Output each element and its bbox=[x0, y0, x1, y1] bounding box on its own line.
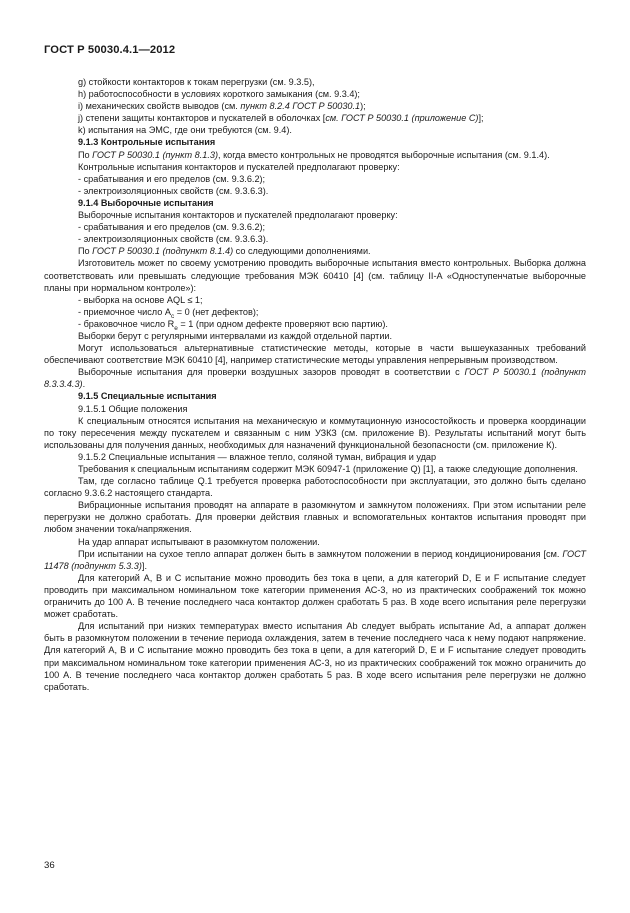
paragraph bbox=[44, 536, 586, 548]
text-run: - срабатывания и его пределов (см. 9.3.6.2); bbox=[78, 222, 266, 233]
text-run: Изготовитель может по своему усмотрению проводить выборочные испытания вместо контрольных. Выборка должна соответствовать или превышать следующие требования МЭК 60410 [4] (см. таблицу II-A «Одноступенчатые выборочные планы при нормальном контроле»): bbox=[44, 258, 586, 293]
page-header: ГОСТ Р 50030.4.1—2012 bbox=[44, 44, 176, 56]
text-run: e bbox=[174, 324, 178, 332]
document-body bbox=[44, 76, 586, 693]
text-run: По bbox=[78, 149, 93, 160]
text-run: Требования к специальным испытаниям содержит МЭК 60947-1 (приложение Q) [1], а также следующие дополнения. bbox=[78, 464, 578, 474]
paragraph bbox=[44, 161, 586, 173]
paragraph bbox=[44, 403, 586, 415]
text-run: = 0 (нет дефектов); bbox=[174, 306, 259, 317]
text-run: . bbox=[82, 379, 86, 390]
paragraph bbox=[44, 463, 586, 475]
paragraph bbox=[44, 451, 586, 463]
page-number: 36 bbox=[44, 860, 55, 871]
text-run: со следующими дополнениями. bbox=[233, 246, 371, 257]
text-run: ]; bbox=[478, 113, 484, 124]
text-run: i) механических свойств выводов (см. bbox=[78, 101, 241, 112]
text-run: Вибрационные испытания проводят на аппарате в разомкнутом и замкнутом положениях. При этом испытании реле перегрузки не должно сработать. Для проверки действия главных и вспомогательных контактов испытания проводят при любом значении тока/напряжения. bbox=[44, 500, 586, 535]
text-run: , когда вместо контрольных не проводятся выборочные испытания (см. 9.1.4). bbox=[218, 149, 550, 160]
text-run: На удар аппарат испытывают в разомкнутом положении. bbox=[78, 536, 320, 547]
text-run: j) степени защиты контакторов и пускателей в оболочках [ bbox=[78, 113, 326, 124]
text-run: - браковочное число R bbox=[78, 318, 175, 329]
reference-text: ГОСТ Р 50030.1 (пункт 8.1.3) bbox=[92, 149, 218, 160]
text-run: - электроизоляционных свойств (см. 9.3.6.3). bbox=[78, 234, 269, 245]
paragraph bbox=[44, 415, 586, 451]
text-run: 9.1.3 Контрольные испытания bbox=[78, 137, 216, 148]
section-heading bbox=[44, 197, 586, 209]
text-run: По bbox=[78, 246, 93, 257]
section-heading bbox=[44, 136, 586, 148]
text-run: k) испытания на ЭМС, где они требуются (см. 9.4). bbox=[78, 125, 292, 136]
paragraph bbox=[44, 548, 586, 572]
text-run: g) стойкости контакторов к токам перегрузки (см. 9.3.5), bbox=[78, 77, 315, 87]
paragraph bbox=[44, 318, 586, 330]
paragraph bbox=[44, 149, 586, 161]
paragraph bbox=[44, 306, 586, 318]
paragraph bbox=[44, 620, 586, 693]
reference-text: пункт 8.2.4 ГОСТ Р 50030.1 bbox=[240, 101, 361, 112]
text-run: 9.1.5.2 Специальные испытания — влажное тепло, соляной туман, вибрация и удар bbox=[78, 451, 437, 462]
text-run: Для категорий A, B и C испытание можно проводить без тока в цепи, а для категорий D, E и F испытание следует проводить при максимальном номинальном токе категории применения АС-3, но из практических соображений ток можно ограничить до 100 А. В течение последнего часа контактор должен сработать 5 раз. В ходе всего испытания реле перегрузки может сработать. bbox=[44, 572, 586, 620]
paragraph bbox=[44, 366, 586, 390]
reference-text: см. ГОСТ Р 50030.1 (приложение С) bbox=[325, 113, 479, 124]
paragraph bbox=[44, 76, 586, 88]
paragraph bbox=[44, 124, 586, 136]
paragraph bbox=[44, 342, 586, 366]
text-run: h) работоспособности в условиях короткого замыкания (см. 9.3.4); bbox=[78, 89, 360, 100]
text-run: Выборки берут с регулярными интервалами из каждой отдельной партии. bbox=[78, 330, 393, 341]
text-run: Выборочные испытания для проверки воздушных зазоров проводят в соответствии с bbox=[78, 367, 465, 378]
paragraph bbox=[44, 499, 586, 535]
section-heading bbox=[44, 390, 586, 402]
paragraph bbox=[44, 221, 586, 233]
paragraph bbox=[44, 233, 586, 245]
reference-text: ГОСТ Р 50030.1 (подпункт 8.3.3.4.3) bbox=[44, 367, 587, 390]
text-run: Для испытаний при низких температурах вместо испытания Ab следует выбрать испытание Ad, а аппарат должен быть в разомкнутом положении в течение периода охлаждения, затем в течение последнего часа к нему подают напряжение. Для категорий A, B и C испытание можно проводить без тока в цепи, а для категорий D, E и F испытание следует проводить при максимальном номинальном токе категории применения АС-3, но из практических соображений ток можно ограничить до 100 А. В течение последнего часа контактор должен сработать 5 раз. В ходе всего испытания реле перегрузки не должно сработать. bbox=[44, 621, 586, 692]
text-run: - электроизоляционных свойств (см. 9.3.6.3). bbox=[78, 185, 269, 196]
paragraph bbox=[44, 572, 586, 620]
reference-text: ГОСТ Р 50030.1 (подпункт 8.1.4) bbox=[92, 246, 234, 257]
text-run: - приемочное число A bbox=[78, 306, 171, 317]
text-run: Выборочные испытания контакторов и пускателей предполагают проверку: bbox=[78, 210, 398, 221]
text-run: = 1 (при одном дефекте проверяют всю партию). bbox=[177, 318, 388, 329]
paragraph bbox=[44, 475, 586, 499]
paragraph bbox=[44, 100, 586, 112]
text-run: ); bbox=[360, 101, 366, 112]
text-run: 9.1.5.1 Общие положения bbox=[78, 403, 188, 414]
text-run: К специальным относятся испытания на механическую и коммутационную износостойкость и проверка координации по току пересечения между пускателем и связанным с ним УЗКЗ (см. приложение В). Результаты испытаний могут быть использованы для получения данных, необходимых для назначений функциональной безопасности (см. приложение К). bbox=[44, 415, 586, 450]
paragraph bbox=[44, 330, 586, 342]
text-run: - выборка на основе AQL ≤ 1; bbox=[78, 294, 203, 305]
paragraph bbox=[44, 185, 586, 197]
paragraph bbox=[44, 88, 586, 100]
text-run: - срабатывания и его пределов (см. 9.3.6.2); bbox=[78, 173, 266, 184]
paragraph bbox=[44, 112, 586, 124]
paragraph bbox=[44, 209, 586, 221]
text-run: 9.1.5 Специальные испытания bbox=[78, 391, 217, 402]
paragraph bbox=[44, 294, 586, 306]
text-run: При испытании на сухое тепло аппарат должен быть в замкнутом положении в период кондиционирования [см. bbox=[78, 548, 563, 559]
reference-text: ГОСТ 11478 (подпункт 5.3.3) bbox=[44, 548, 586, 571]
text-run: Могут использоваться альтернативные статистические методы, которые в части вышеуказанных требований обеспечивают соответствие МЭК 60410 [4], например статистические методы управления непрерывным производством. bbox=[44, 343, 586, 366]
text-run: Контрольные испытания контакторов и пускателей предполагают проверку: bbox=[78, 161, 400, 172]
text-run: Там, где согласно таблице Q.1 требуется проверка работоспособности при эксплуатации, это должно быть сделано согласно 9.3.6.2 настоящего стандарта. bbox=[44, 476, 586, 499]
paragraph bbox=[44, 257, 586, 293]
text-run: c bbox=[170, 312, 175, 320]
paragraph bbox=[44, 245, 586, 257]
text-run: 9.1.4 Выборочные испытания bbox=[78, 197, 214, 208]
text-run: ]. bbox=[141, 560, 147, 571]
paragraph bbox=[44, 173, 586, 185]
